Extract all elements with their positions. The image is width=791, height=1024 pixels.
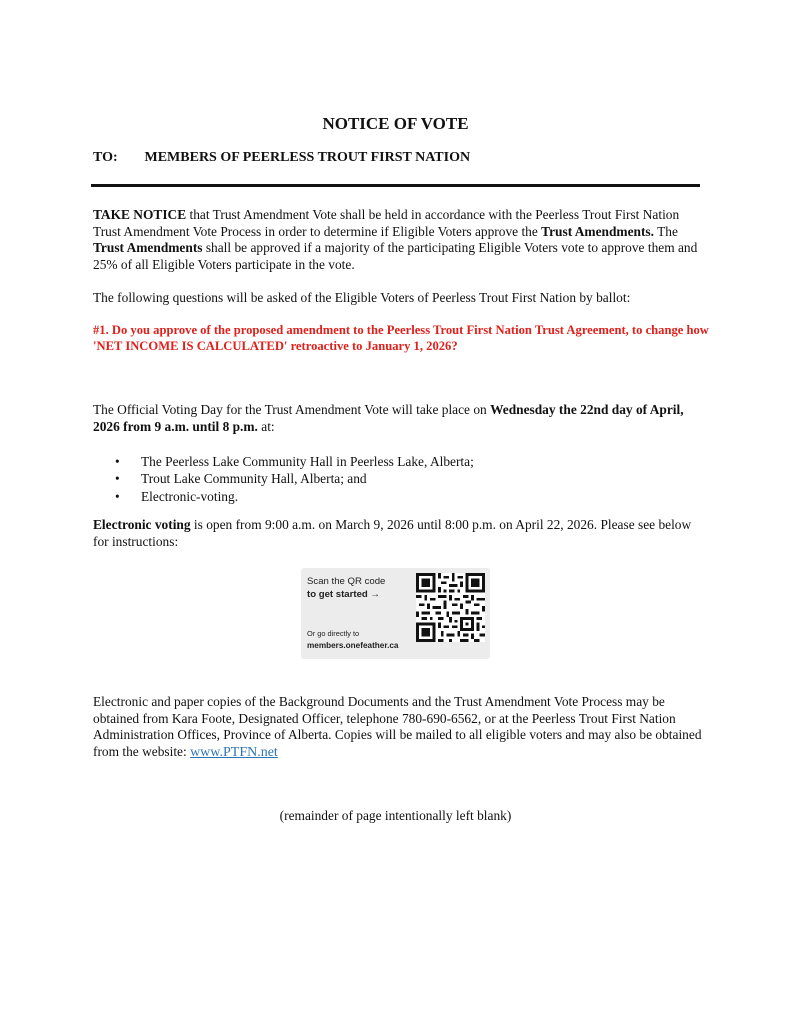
website-link[interactable]: www.PTFN.net (190, 744, 278, 760)
notice-paragraph (93, 207, 708, 273)
notice-text-1: that Trust Amendment Vote shall be held in accordance with the Peerless Trout First Nation Trust Amendment Vote Process in order to determine if Eligible Voters approve the (93, 207, 680, 239)
notice-text-2: The (654, 223, 678, 239)
voting-day-paragraph (93, 402, 708, 435)
qr-code-icon[interactable] (416, 573, 485, 642)
notice-lead: TAKE NOTICE (93, 207, 187, 222)
qr-url-link[interactable]: members.onefeather.ca (307, 641, 399, 650)
notice-bold-2: Trust Amendments (93, 240, 203, 256)
notice-text-3: shall be approved if a majority of the participating Eligible Voters vote to approve them and 25% of all Eligible Voters participate in the vote. (93, 240, 698, 272)
electronic-voting-lead: Electronic voting (93, 517, 191, 532)
voting-day-text-2: at: (257, 418, 275, 434)
list-item: • Trout Lake Community Hall, Alberta; and (115, 470, 474, 487)
page-title: NOTICE OF VOTE (322, 114, 469, 133)
qr-or-text: Or go directly to (307, 629, 360, 638)
list-item: • The Peerless Lake Community Hall in Peerless Lake, Alberta; (115, 453, 474, 470)
to-label: TO: (93, 150, 118, 165)
questions-intro: The following questions will be asked of the Eligible Voters of Peerless Trout First Nation by ballot: (93, 290, 631, 305)
voting-day-date: Wednesday the 22nd day of April, 2026 from 9 a.m. until 8 p.m. (93, 402, 684, 434)
recipient-name: MEMBERS OF PEERLESS TROUT FIRST NATION (144, 150, 471, 165)
recipient-line (93, 150, 470, 166)
qr-scan-text: Scan the QR code (307, 576, 386, 587)
blank-page-note: (remainder of page intentionally left blank) (279, 808, 512, 823)
qr-get-started-text: to get started → (307, 589, 381, 600)
notice-bold-1: Trust Amendments. (541, 223, 654, 239)
voting-day-text-1: The Official Voting Day for the Trust Amendment Vote will take place on (93, 402, 491, 417)
header-divider (91, 184, 700, 187)
copies-text: Electronic and paper copies of the Background Documents and the Trust Amendment Vote Process may be obtained from Kara Foote, Designated Officer, telephone 780-690-6562, or at the Peerless Trout First Nation Administration Offices, Province of Alberta. Copies will be mailed to all eligible voters and may also be obtained from the website: (93, 694, 702, 759)
list-item: • Electronic-voting. (115, 488, 474, 505)
qr-code-card[interactable] (301, 568, 490, 659)
ballot-question-1: #1. Do you approve of the proposed amendment to the Peerless Trout First Nation Trust Agreement, to change how 'NET INCOME IS CALCULATED' retroactive to January 1, 2026? (93, 323, 709, 354)
copies-paragraph (93, 694, 708, 761)
electronic-voting-text: is open from 9:00 a.m. on March 9, 2026 until 8:00 p.m. on April 22, 2026. Please see below for instructions: (93, 517, 692, 549)
voting-locations-list (115, 453, 474, 505)
electronic-voting-paragraph (93, 517, 708, 550)
